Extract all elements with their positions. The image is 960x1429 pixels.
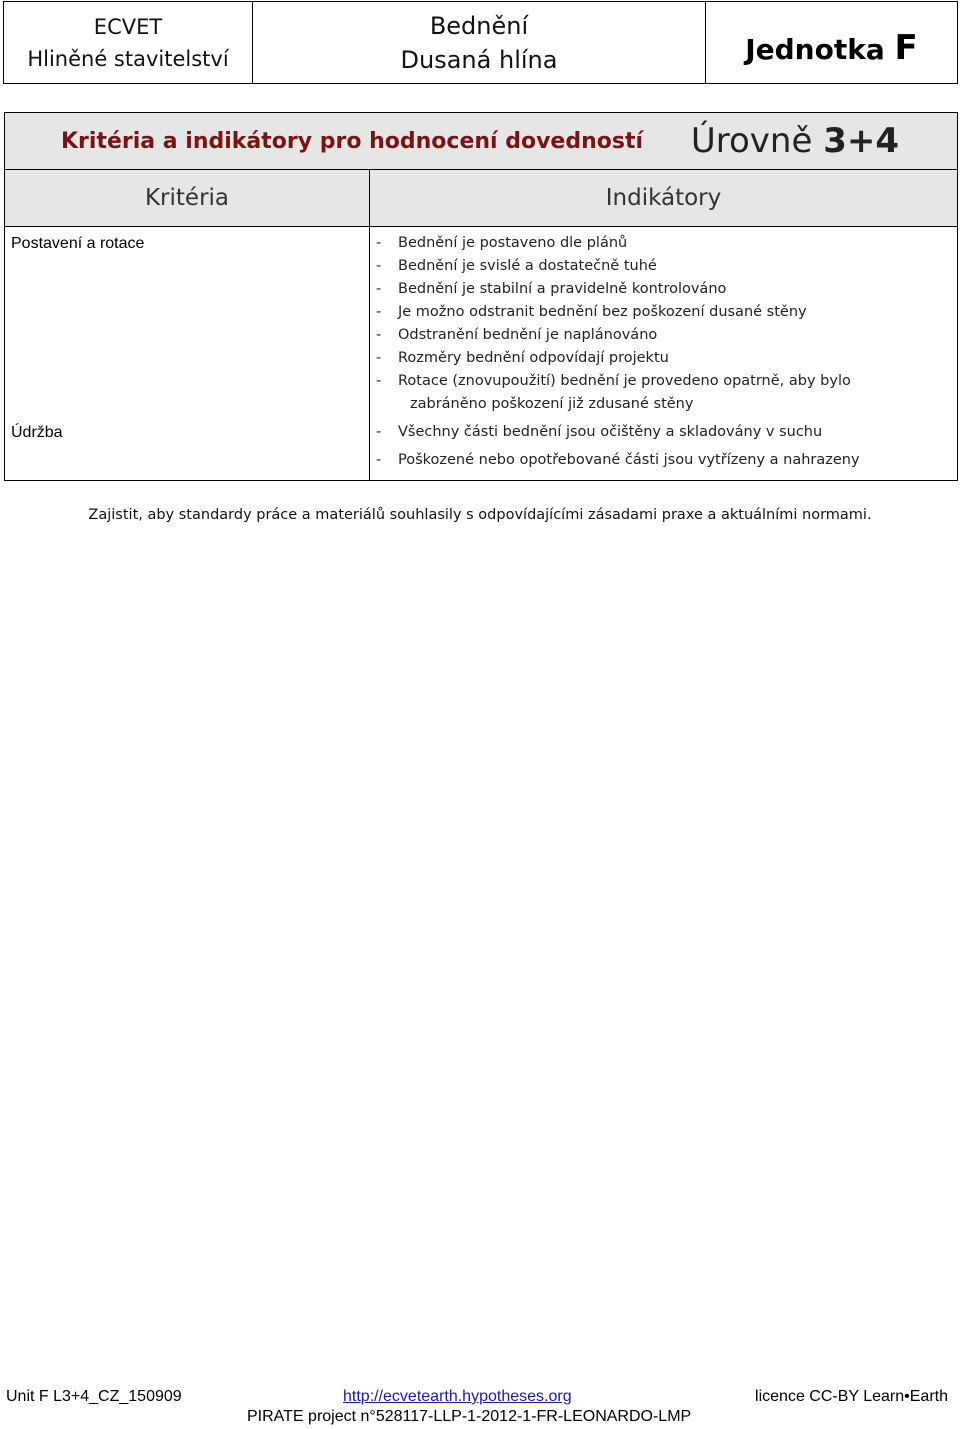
level-value: 3+4: [823, 121, 899, 161]
footer-website-link[interactable]: http://ecvetearth.hypotheses.org: [343, 1388, 572, 1405]
header-course-box: [3, 1, 253, 84]
course-subtitle: Hliněné stavitelství: [27, 46, 229, 71]
header-unit-box: [705, 1, 958, 84]
criterion-1: Postavení a rotace: [11, 235, 145, 252]
indicator-item: - Bednění je svislé a dostatečně tuhé: [376, 258, 657, 274]
column-header-indicators: Indikátory: [605, 185, 722, 211]
indicator-item: - Všechny části bednění jsou očištěny a skladovány v suchu: [376, 424, 823, 440]
unit-title: [745, 28, 918, 68]
topic-title: Bednění: [429, 11, 529, 40]
footer-unit-code: Unit F L3+4_CZ_150909: [6, 1388, 182, 1405]
standards-note: Zajistit, aby standardy práce a materiálů souhlasily s odpovídajícími zásadami praxe a aktuálními normami.: [88, 507, 872, 523]
table-title-row: [5, 113, 957, 170]
indicator-item: - Rotace (znovupoužití) bednění je provedeno opatrně, aby bylo: [376, 373, 851, 389]
indicator-item: - Rozměry bednění odpovídají projektu: [376, 350, 669, 366]
indicator-item: - Bednění je stabilní a pravidelně kontrolováno: [376, 281, 727, 297]
criterion-2: Údržba: [11, 424, 63, 441]
indicator-item: - Odstranění bednění je naplánováno: [376, 327, 658, 343]
indicator-item: - Bednění je postaveno dle plánů: [376, 235, 628, 251]
table-header-row: [5, 170, 957, 227]
level-word: Úrovně: [690, 121, 813, 161]
unit-letter: F: [894, 27, 918, 68]
indicators-column: [370, 227, 957, 480]
criteria-table: [4, 112, 958, 481]
table-title: Kritéria a indikátory pro hodnocení dovedností: [61, 129, 644, 154]
footer-project-id: PIRATE project n°528117-LLP-1-2012-1-FR-LEONARDO-LMP: [247, 1408, 692, 1425]
course-label: ECVET: [93, 14, 163, 39]
table-body: [5, 227, 957, 480]
topic-subtitle: Dusaná hlína: [400, 45, 558, 74]
column-header-criteria: Kritéria: [5, 170, 370, 226]
indicator-item: - Je možno odstranit bednění bez poškození dusané stěny: [376, 304, 807, 320]
header-topic-box: [252, 1, 706, 84]
footer-licence: licence CC-BY Learn•Earth: [755, 1388, 948, 1405]
criteria-column: [5, 227, 370, 480]
indicator-item: - Poškozené nebo opotřebované části jsou vytřízeny a nahrazeny: [376, 452, 860, 468]
unit-prefix: Jednotka: [745, 32, 885, 66]
level-label: [691, 121, 899, 161]
indicator-item-continuation: zabráněno poškození již zdusané stěny: [410, 396, 694, 412]
